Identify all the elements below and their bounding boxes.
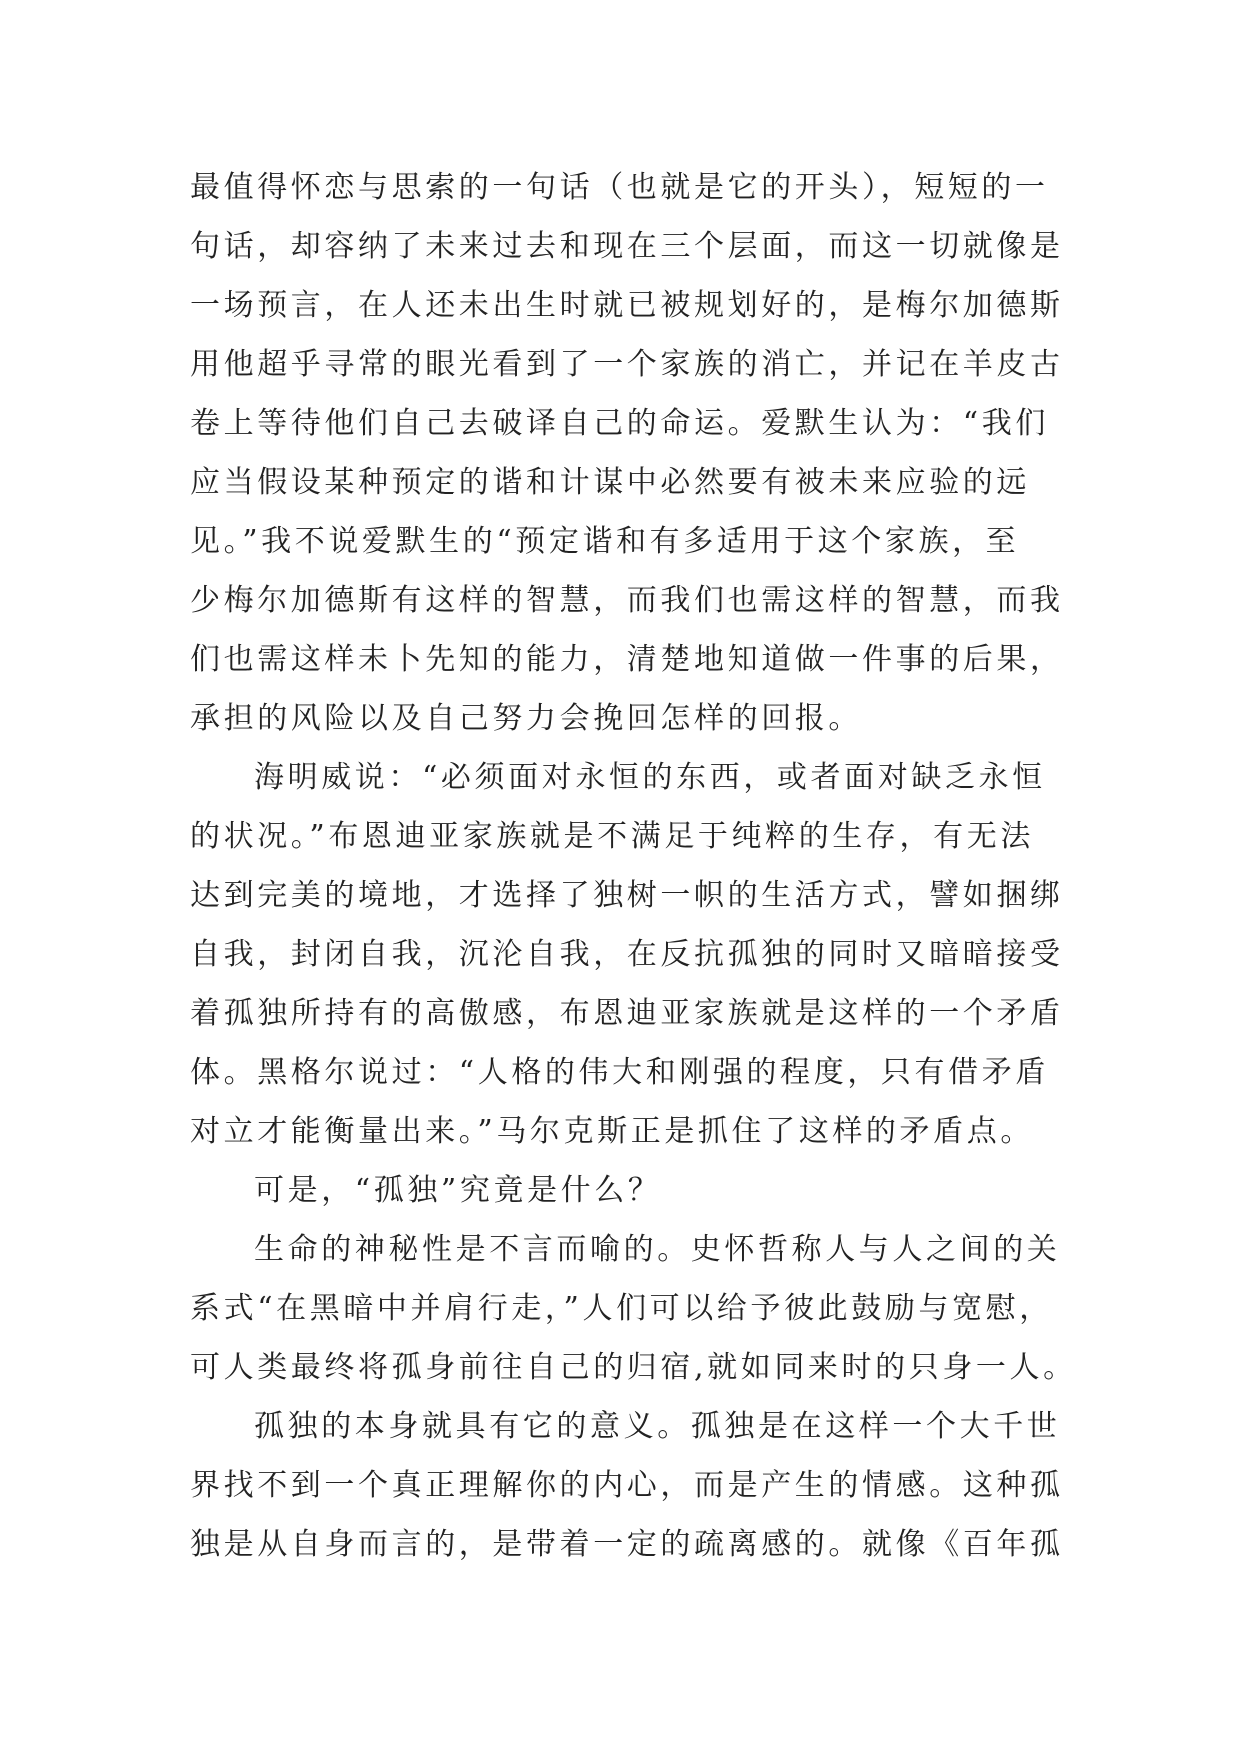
text-line: 少梅尔加德斯有这样的智慧，而我们也需这样的智慧，而我: [190, 583, 1064, 618]
text-line: 承担的风险以及自己努力会挽回怎样的回报。: [190, 701, 862, 736]
text-line: 着孤独所持有的高傲感，布恩迪亚家族就是这样的一个矛盾: [190, 996, 1064, 1031]
text-line: 对立才能衡量出来。”马尔克斯正是抓住了这样的矛盾点。: [190, 1114, 1034, 1149]
text-line: 最值得怀恋与思索的一句话（也就是它的开头），短短的一: [190, 170, 1049, 205]
body-text: [190, 158, 1077, 1574]
text-line: 应当假设某种预定的谐和计谋中必然要有被未来应验的远: [190, 465, 1030, 500]
paragraph-first-line: 可是，“孤独”究竟是什么？: [254, 1173, 662, 1208]
text-line: 们也需这样未卜先知的能力，清楚地知道做一件事的后果，: [190, 642, 1064, 677]
paragraph-first-line: 海明威说：“必须面对永恒的东西，或者面对缺乏永恒: [254, 760, 1046, 795]
text-line: 达到完美的境地，才选择了独树一帜的生活方式，譬如捆绑: [190, 878, 1064, 913]
text-line: 一场预言，在人还未出生时就已被规划好的，是梅尔加德斯: [190, 288, 1064, 323]
text-line: 卷上等待他们自己去破译自己的命运。爱默生认为：“我们: [190, 406, 1049, 441]
text-line: 界找不到一个真正理解你的内心，而是产生的情感。这种孤: [190, 1468, 1064, 1503]
text-line: 用他超乎寻常的眼光看到了一个家族的消亡，并记在羊皮古: [190, 347, 1064, 382]
paragraph-first-line: 孤独的本身就具有它的意义。孤独是在这样一个大千世: [254, 1409, 1061, 1444]
text-line: 系式“在黑暗中并肩行走，”人们可以给予彼此鼓励与宽慰，: [190, 1291, 1053, 1326]
text-line: 体。黑格尔说过：“人格的伟大和刚强的程度，只有借矛盾: [190, 1055, 1049, 1090]
text-line: 的状况。”布恩迪亚家族就是不满足于纯粹的生存，有无法: [190, 819, 1034, 854]
text-line: 可人类最终将孤身前往自己的归宿,就如同来时的只身一人。: [190, 1350, 1077, 1385]
paragraph-first-line: 生命的神秘性是不言而喻的。史怀哲称人与人之间的关: [254, 1232, 1061, 1267]
text-line: 自我，封闭自我，沉沦自我，在反抗孤独的同时又暗暗接受: [190, 937, 1064, 972]
text-line: 句话，却容纳了未来过去和现在三个层面，而这一切就像是: [190, 229, 1064, 264]
text-line: 独是从自身而言的，是带着一定的疏离感的。就像《百年孤: [190, 1527, 1064, 1562]
text-line: 见。”我不说爱默生的“预定谐和有多适用于这个家族，至: [190, 524, 1020, 559]
